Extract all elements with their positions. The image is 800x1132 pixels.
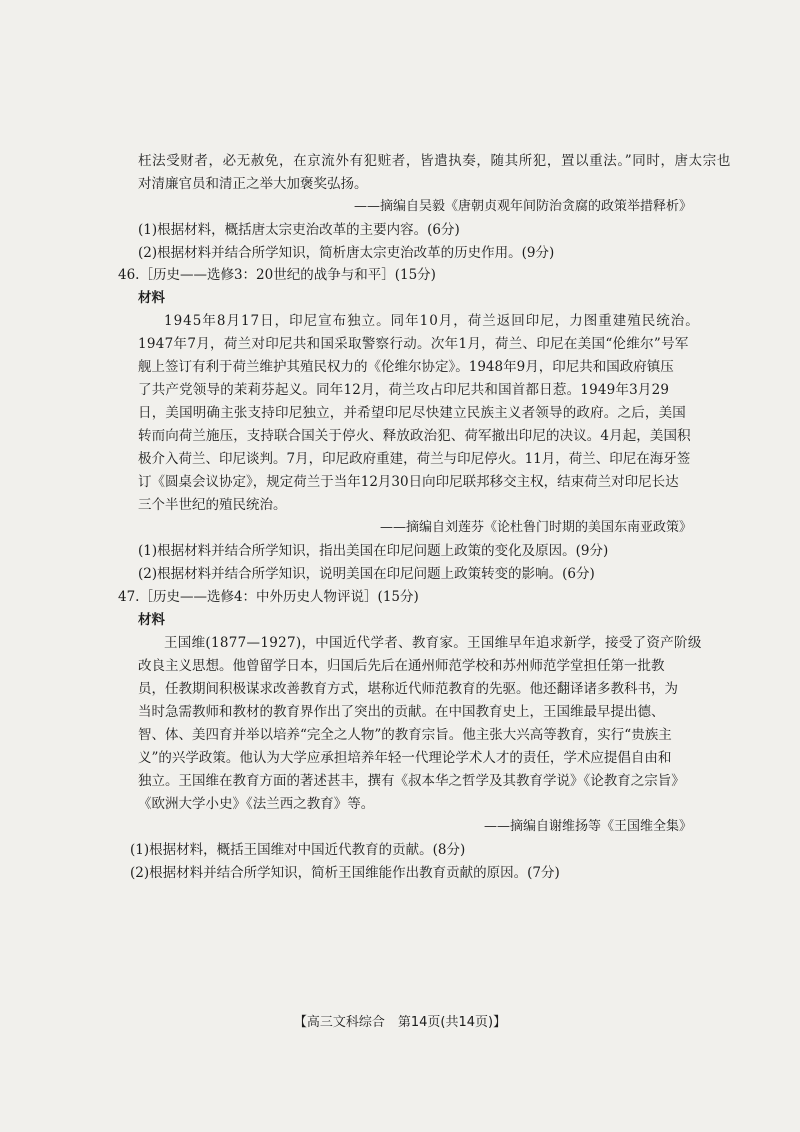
top-question-2: (2)根据材料并结合所学知识，简析唐太宗吏治改革的历史作用。(9分) — [138, 245, 555, 261]
q46-para-line-4: 了共产党领导的茉莉芬起义。同年12月，荷兰攻占印尼共和国首都日惹。1949年3月29 — [138, 382, 670, 398]
top-attribution: ——摘编自吴毅《唐朝贞观年间防治贪腐的政策举措释析》 — [353, 199, 692, 214]
q46-question-2: (2)根据材料并结合所学知识，说明美国在印尼问题上政策转变的影响。(6分) — [138, 566, 595, 582]
top-question-1: (1)根据材料，概括唐太宗吏治改革的主要内容。(6分) — [138, 222, 460, 238]
q46-para-line-2: 1947年7月，荷兰对印尼共和国采取警察行动。次年1月，荷兰、印尼在美国“伦维尔”号军 — [138, 336, 689, 352]
q46-para-line-9: 三个半世纪的殖民统治。 — [138, 497, 287, 513]
q47-para-line-1: 王国维(1877—1927)，中国近代学者、教育家。王国维早年追求新学，接受了资产阶级 — [164, 635, 702, 651]
q46-para-line-3: 舰上签订有利于荷兰维护其殖民权力的《伦维尔协定》。1948年9月，印尼共和国政府镇压 — [138, 359, 674, 375]
q46-para-line-1: 1945年8月17日，印尼宣布独立。同年10月，荷兰返回印尼，力图重建殖民统治。 — [164, 313, 700, 329]
q46-para-line-7: 极介入荷兰、印尼谈判。7月，印尼政府重建，荷兰与印尼停火。11月，荷兰、印尼在海牙签 — [138, 451, 691, 467]
q47-question-2: (2)根据材料并结合所学知识，简析王国维能作出教育贡献的原因。(7分) — [130, 865, 560, 881]
top-text-line-1: 枉法受财者，必无赦免，在京流外有犯赃者，皆遣执奏，随其所犯，置以重法。”同时，唐太宗也 — [138, 153, 731, 169]
q47-heading: 47.［历史——选修4：中外历史人物评说］(15分) — [118, 589, 419, 605]
q46-para-line-5: 日，美国明确主张支持印尼独立，并希望印尼尽快建立民族主义者领导的政府。之后，美国 — [138, 405, 686, 421]
q47-para-line-7: 独立。王国维在教育方面的著述甚丰，撰有《叔本华之哲学及其教育学说》《论教育之宗旨》 — [138, 773, 685, 789]
q46-attribution: ——摘编自刘莲芬《论杜鲁门时期的美国东南亚政策》 — [379, 520, 692, 535]
q46-heading: 46.［历史——选修3：20世纪的战争与和平］(15分) — [118, 267, 436, 283]
q47-para-line-8: 《欧洲大学小史》《法兰西之教育》等。 — [138, 796, 375, 812]
q47-question-1: (1)根据材料，概括王国维对中国近代教育的贡献。(8分) — [130, 842, 466, 858]
q46-question-1: (1)根据材料并结合所学知识，指出美国在印尼问题上政策的变化及原因。(9分) — [138, 543, 609, 559]
q46-para-line-8: 订《圆桌会议协定》，规定荷兰于当年12月30日向印尼联邦移交主权，结束荷兰对印尼长达 — [138, 474, 679, 490]
q47-para-line-5: 智、体、美四育并举以培养“完全之人物”的教育宗旨。他主张大兴高等教育，实行“贵族主 — [138, 727, 672, 743]
q46-material-label: 材料 — [138, 290, 165, 306]
q47-attribution: ——摘编自谢维扬等《王国维全集》 — [483, 819, 692, 834]
top-text-line-2: 对清廉官员和清正之举大加褒奖弘扬。 — [138, 176, 368, 192]
q47-para-line-3: 员，任教期间积极谋求改善教育方式，堪称近代师范教育的先驱。他还翻译诸多教科书，为 — [138, 681, 678, 697]
q46-para-line-6: 转而向荷兰施压，支持联合国关于停火、释放政治犯、荷军撤出印尼的决议。4月起，美国积 — [138, 428, 691, 444]
q47-para-line-6: 义”的兴学政策。他认为大学应承担培养年轻一代理论学术人才的责任，学术应提倡自由和 — [138, 750, 672, 766]
q47-para-line-2: 改良主义思想。他曾留学日本，归国后先后在通州师范学校和苏州师范学堂担任第一批教 — [138, 658, 665, 674]
page-footer: 【高三文科综合 第14页(共14页)】 — [293, 1015, 507, 1030]
q47-para-line-4: 当时急需教师和教材的教育界作出了突出的贡献。在中国教育史上，王国维最早提出德、 — [138, 704, 665, 720]
q47-material-label: 材料 — [138, 612, 165, 628]
